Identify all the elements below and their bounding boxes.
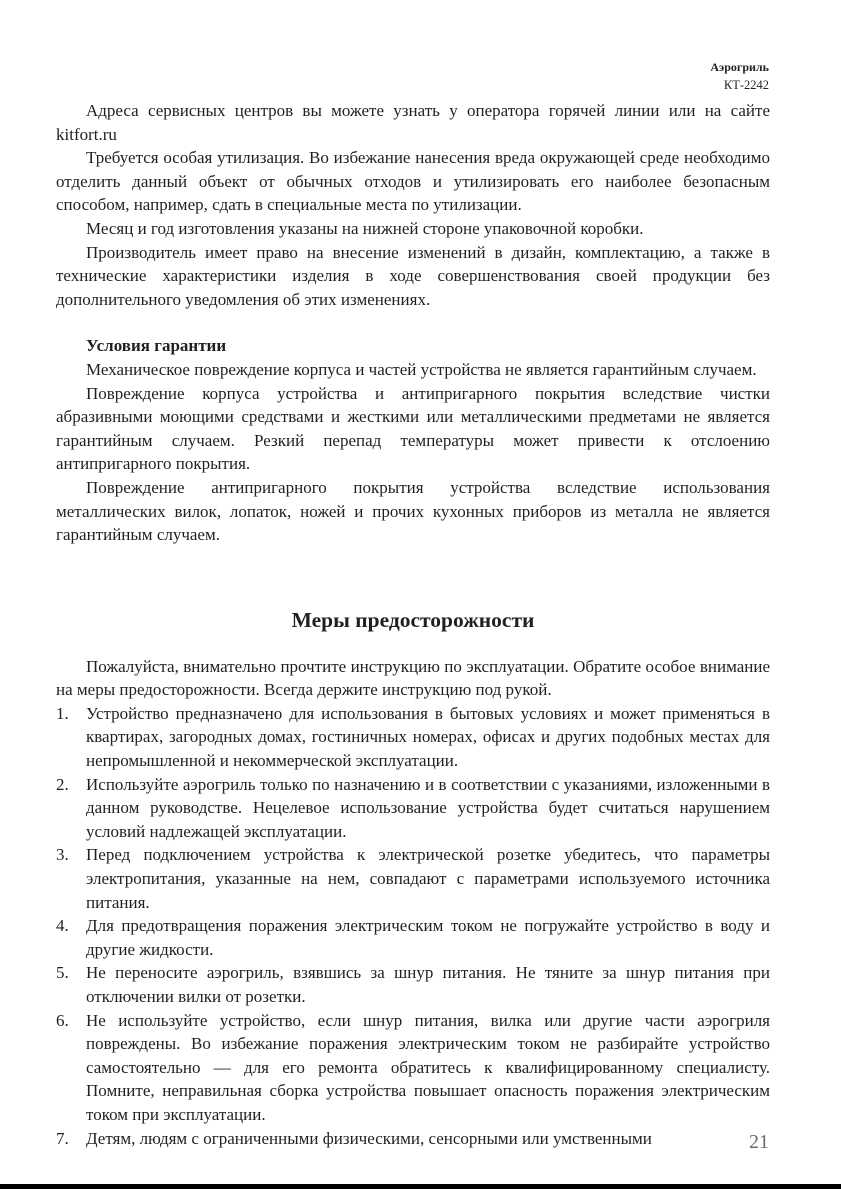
list-item xyxy=(56,843,770,914)
list-item xyxy=(56,961,770,1008)
list-item xyxy=(56,914,770,961)
list-item-text: Не используйте устройство, если шнур питания, вилка или другие части аэрогриля повреждены. Во избежание поражения электрическим током не разбирайте устройство самостоятельно — для его ремонта обратитесь к квалифицированному специалисту. Помните, неправильная сборка устройства повышает опасность поражения электрическим током при эксплуатации. xyxy=(86,1010,770,1124)
list-item-text: Устройство предназначено для использования в бытовых условиях и может применяться в квартирах, загородных домах, гостиничных номерах, офисах и других подобных местах для непромышленной и некоммерческой эксплуатации. xyxy=(86,703,770,771)
list-item xyxy=(56,773,770,844)
paragraph-manufacture-date: Месяц и год изготовления указаны на нижней стороне упаковочной коробки. xyxy=(86,218,644,238)
page-content xyxy=(56,99,770,1150)
list-item-text: Детям, людям с ограниченными физическими, сенсорными или умственными xyxy=(86,1128,652,1148)
list-item-text: Для предотвращения поражения электрическим током не погружайте устройство в воду и другие жидкости. xyxy=(86,916,770,959)
header-product-name: Аэрогриль xyxy=(710,60,769,74)
warranty-heading: Условия гарантии xyxy=(86,336,227,356)
bottom-rule xyxy=(0,1184,841,1189)
paragraph-disposal: Требуется особая утилизация. Во избежание нанесения вреда окружающей среде необходимо отделить данный объект от обычных отходов и утилизировать его наиболее безопасным способом, например, сдать в специальные места по утилизации. xyxy=(56,148,770,215)
page-header xyxy=(710,58,769,94)
warranty-paragraph: Механическое повреждение корпуса и частей устройства не является гарантийным случаем. xyxy=(86,359,757,379)
paragraph-service-centers: Адреса сервисных центров вы можете узнать у оператора горячей линии или на сайте kitfort.ru xyxy=(56,101,770,144)
list-item xyxy=(56,702,770,773)
list-item-number: 2. xyxy=(56,774,69,794)
page-number: 21 xyxy=(749,1131,769,1153)
list-item-number: 4. xyxy=(56,916,69,936)
list-item-number: 1. xyxy=(56,703,69,723)
list-item-number: 6. xyxy=(56,1010,69,1030)
list-item xyxy=(56,1009,770,1127)
list-item-number: 5. xyxy=(56,963,69,983)
list-item-number: 7. xyxy=(56,1128,69,1148)
header-model-number: КТ-2242 xyxy=(723,78,769,92)
list-item-number: 3. xyxy=(56,845,69,865)
list-item-text: Используйте аэрогриль только по назначению и в соответствии с указаниями, изложенными в данном руководстве. Нецелевое использование устройства будет считаться нарушением условий надлежащей эксплуатации. xyxy=(86,774,770,841)
precautions-list xyxy=(56,702,770,1150)
list-item xyxy=(56,1127,770,1151)
precautions-intro: Пожалуйста, внимательно прочтите инструкцию по эксплуатации. Обратите особое внимание на меры предосторожности. Всегда держите инструкцию под рукой. xyxy=(56,656,770,700)
paragraph-manufacturer-rights: Производитель имеет право на внесение изменений в дизайн, комплектацию, а также в технические характеристики изделия в ходе совершенствования своей продукции без дополнительного уведомления об этих изменениях. xyxy=(56,242,770,309)
section-title: Меры предосторожности xyxy=(291,607,535,632)
list-item-text: Не переносите аэрогриль, взявшись за шнур питания. Не тяните за шнур питания при отключении вилки от розетки. xyxy=(86,963,770,1006)
list-item-text: Перед подключением устройства к электрической розетке убедитесь, что параметры электропитания, указанные на нем, совпадают с параметрами используемого источника питания. xyxy=(86,845,770,912)
warranty-paragraph: Повреждение корпуса устройства и антипригарного покрытия вследствие чистки абразивными моющими средствами и жесткими или металлическими предметами не является гарантийным случаем. Резкий перепад температуры может привести к отслоению антипригарного покрытия. xyxy=(56,383,770,474)
warranty-paragraph: Повреждение антипригарного покрытия устройства вследствие использования металлических вилок, лопаток, ножей и прочих кухонных приборов из металла не является гарантийным случаем. xyxy=(56,477,770,545)
